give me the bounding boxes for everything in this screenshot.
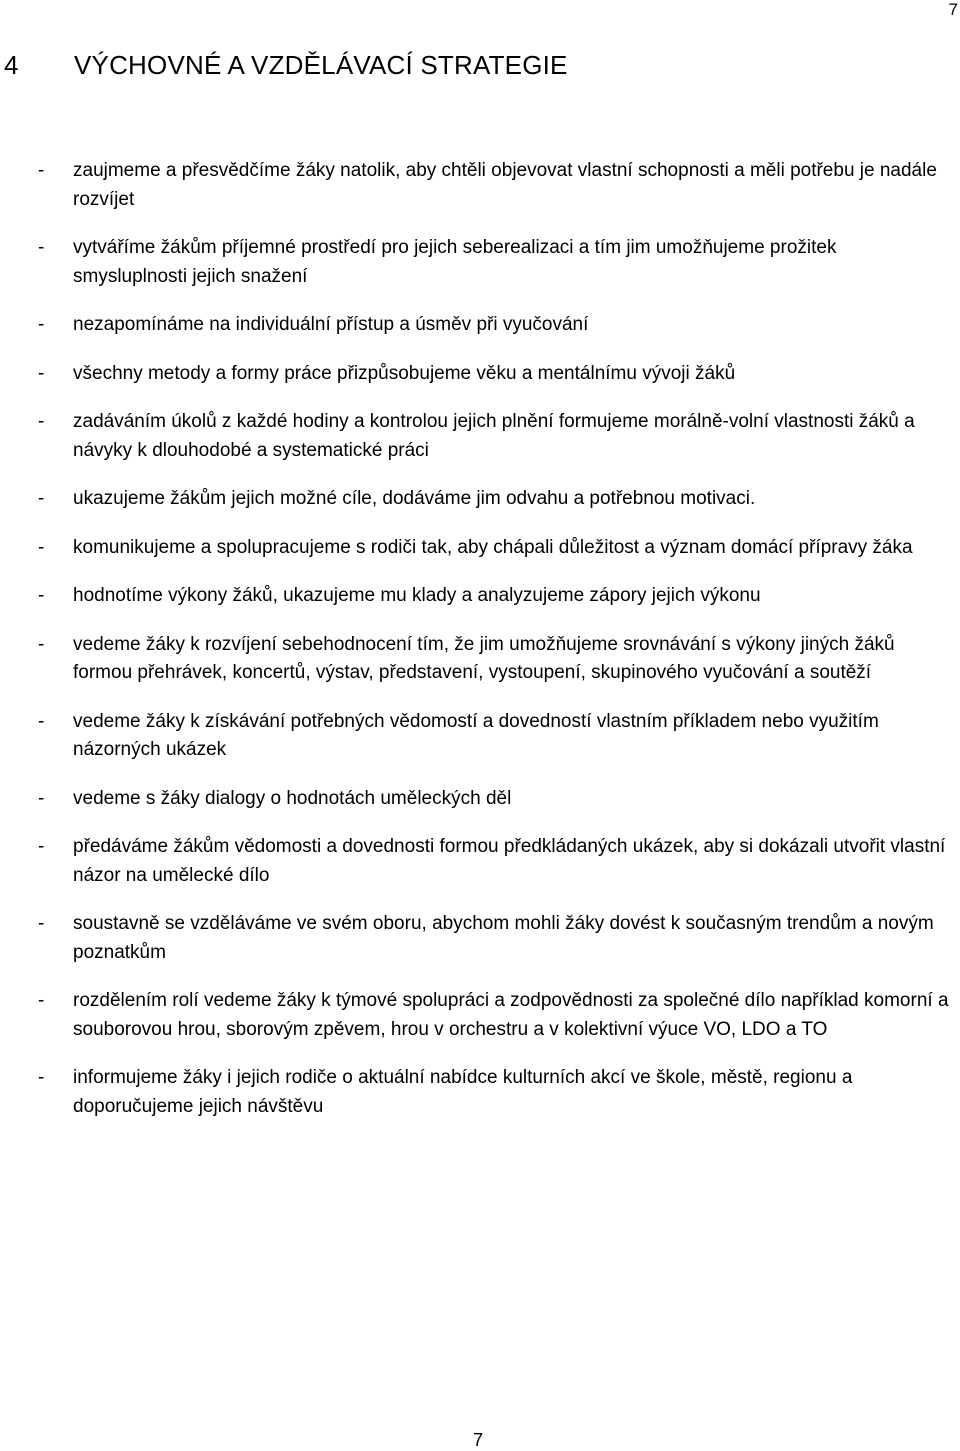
- list-item-text: vedeme žáky k získávání potřebných vědomostí a dovedností vlastním příkladem nebo využitím názorných ukázek: [73, 710, 879, 760]
- bullet-dash: -: [38, 787, 45, 809]
- list-item: [0, 534, 960, 563]
- section-heading: [4, 50, 568, 81]
- bullet-dash: -: [38, 160, 45, 181]
- bullet-dash: -: [38, 990, 45, 1011]
- bullet-dash: -: [38, 585, 45, 606]
- list-item: [0, 582, 960, 611]
- list-item-text: informujeme žáky i jejich rodiče o aktuální nabídce kulturních akcí ve škole, městě, regionu a doporučujeme jejich návštěvu: [73, 1067, 853, 1117]
- bullet-dash: -: [38, 488, 45, 509]
- list-item-text: vytváříme žákům příjemné prostředí pro jejich seberealizaci a tím jim umožňujeme prožitek smysluplnosti jejich snažení: [73, 237, 837, 287]
- bullet-dash: -: [38, 362, 45, 384]
- bullet-dash: -: [38, 913, 45, 934]
- list-item: [0, 987, 960, 1044]
- list-item: [0, 833, 960, 890]
- list-item-text: všechny metody a formy práce přizpůsobujeme věku a mentálnímu vývoji žáků: [73, 362, 736, 384]
- list-item: [0, 485, 960, 514]
- list-item-text: rozdělením rolí vedeme žáky k týmové spolupráci a zodpovědnosti za společné dílo například komorní a souborovou hrou, sborovým zpěvem, hrou v orchestru a v kolektivní výuce VO, LDO a TO: [73, 990, 949, 1040]
- list-item-text: předáváme žákům vědomosti a dovednosti formou předkládaných ukázek, aby si dokázali utvořit vlastní názor na umělecké dílo: [73, 836, 946, 886]
- list-item: [0, 631, 960, 688]
- bullet-dash: -: [38, 836, 45, 857]
- list-item: [0, 360, 960, 389]
- bullet-dash: -: [38, 536, 45, 558]
- list-item: [0, 785, 960, 814]
- list-item-text: vedeme žáky k rozvíjení sebehodnocení tím, že jim umožňujeme srovnávání s výkony jiných žáků formou přehrávek, koncertů, výstav, představení, vystoupení, skupinového vyučování a soutěží: [73, 633, 895, 683]
- bullet-dash: -: [38, 411, 45, 432]
- list-item: [0, 910, 960, 967]
- list-item-text: hodnotíme výkony žáků, ukazujeme mu klady a analyzujeme zápory jejich výkonu: [73, 585, 761, 606]
- bullet-dash: -: [38, 237, 45, 258]
- list-item-text: nezapomínáme na individuální přístup a úsměv při vyučování: [73, 314, 589, 335]
- list-item-text: ukazujeme žákům jejich možné cíle, dodáváme jim odvahu a potřebnou motivaci.: [73, 488, 756, 509]
- bullet-dash: -: [38, 314, 45, 335]
- section-title: VÝCHOVNÉ A VZDĚLÁVACÍ STRATEGIE: [74, 50, 568, 80]
- list-item: [0, 708, 960, 765]
- list-item: [0, 157, 960, 214]
- page-number-bottom: 7: [473, 1430, 484, 1450]
- list-item-text: vedeme s žáky dialogy o hodnotách uměleckých děl: [73, 787, 512, 809]
- bullet-dash: -: [38, 1067, 45, 1088]
- list-item: [0, 311, 960, 340]
- list-item-text: komunikujeme a spolupracujeme s rodiči tak, aby chápali důležitost a význam domácí přípravy žáka: [73, 536, 913, 558]
- list-item: [0, 1064, 960, 1121]
- list-item-text: zaujmeme a přesvědčíme žáky natolik, aby chtěli objevovat vlastní schopnosti a měli potřebu je nadále rozvíjet: [73, 160, 937, 210]
- page-number-top: 7: [948, 0, 958, 19]
- bullet-dash: -: [38, 710, 45, 732]
- strategy-list: [0, 157, 960, 1141]
- list-item-text: soustavně se vzděláváme ve svém oboru, abychom mohli žáky dovést k současným trendům a novým poznatkům: [73, 913, 934, 963]
- bullet-dash: -: [38, 633, 45, 655]
- list-item: [0, 234, 960, 291]
- section-number: 4: [4, 50, 19, 80]
- list-item-text: zadáváním úkolů z každé hodiny a kontrolou jejich plnění formujeme morálně-volní vlastnosti žáků a návyky k dlouhodobé a systematické práci: [73, 411, 915, 461]
- list-item: [0, 408, 960, 465]
